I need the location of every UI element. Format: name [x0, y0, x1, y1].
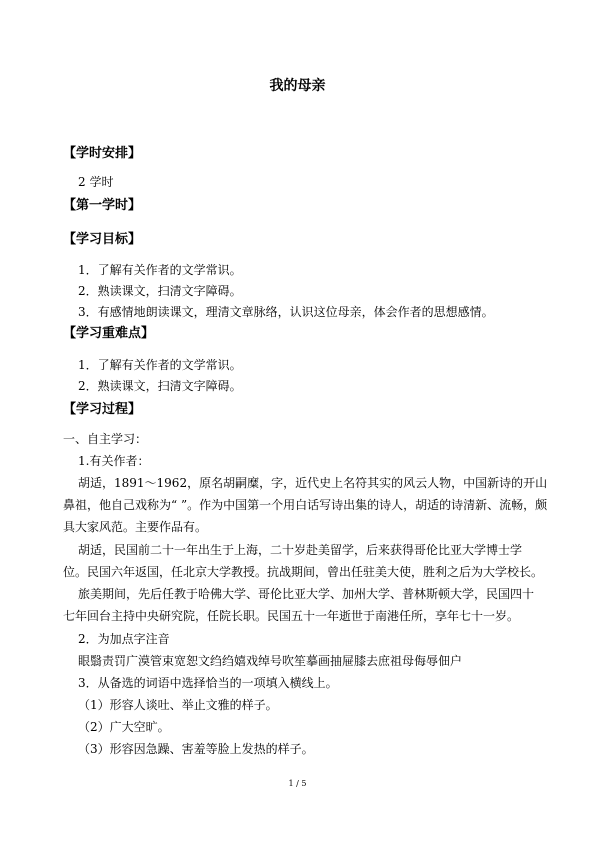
first-lesson-heading: 【第一学时】	[63, 198, 142, 213]
choose-item: （1）形容人谈吐、举止文雅的样子。	[78, 698, 278, 712]
page-number: 1 / 5	[288, 779, 307, 788]
choose-item: （2）广大空旷。	[78, 720, 170, 734]
author-paragraph-line: 具大家风范。主要作品有。	[63, 520, 208, 534]
self-study-label: 一、自主学习：	[63, 432, 148, 446]
document-title: 我的母亲	[269, 78, 326, 94]
choose-item: （3）形容因急躁、害羞等脸上发热的样子。	[78, 742, 314, 756]
goal-item: 3．有感情地朗读课文，理清文章脉络，认识这位母亲，体会作者的思想感情。	[78, 305, 494, 319]
author-paragraph-line: 位。民国六年返国，任北京大学教授。抗战期间，曾出任驻美大使，胜利之后为大学校长。	[63, 565, 544, 579]
schedule-value: 2 学时	[78, 175, 114, 189]
phonetic-heading: 2．为加点字注音	[78, 632, 170, 646]
key-point-item: 1．了解有关作者的文学常识。	[78, 358, 242, 372]
about-author-heading: 1.有关作者：	[78, 454, 150, 468]
author-paragraph-line: 鼻祖，他自己戏称为“ ”。作为中国第一个用白话写诗出集的诗人，胡适的诗清新、流畅，颇	[63, 498, 548, 512]
author-paragraph-line: 胡适，民国前二十一年出生于上海，二十岁赴美留学，后来获得哥伦比亚大学博士学	[78, 543, 523, 557]
schedule-heading: 【学时安排】	[63, 146, 142, 161]
author-paragraph-line: 七年回台主持中央研究院，任院长职。民国五十一年逝世于南港任所，享年七十一岁。	[63, 609, 520, 623]
key-point-item: 2．熟读课文，扫清文字障碍。	[78, 379, 242, 393]
phonetic-chars: 眼翳责罚广漠管束宽恕文绉绉嬉戏绰号吹笙摹画抽屉膝去庶祖母侮辱佃户	[78, 654, 463, 668]
process-heading: 【学习过程】	[63, 402, 142, 417]
author-paragraph-line: 旅美期间，先后任教于哈佛大学、哥伦比亚大学、加州大学、普林斯顿大学，民国四十	[78, 587, 535, 601]
goal-item: 2．熟读课文，扫清文字障碍。	[78, 284, 242, 298]
choose-heading: 3．从备选的词语中选择恰当的一项填入横线上。	[78, 676, 338, 690]
key-points-heading: 【学习重难点】	[63, 326, 155, 341]
author-paragraph-line: 胡适，1891～1962，原名胡嗣糜，字，近代史上名符其实的风云人物，中国新诗的开山	[78, 476, 548, 490]
goal-item: 1．了解有关作者的文学常识。	[78, 263, 242, 277]
goals-heading: 【学习目标】	[63, 232, 142, 247]
